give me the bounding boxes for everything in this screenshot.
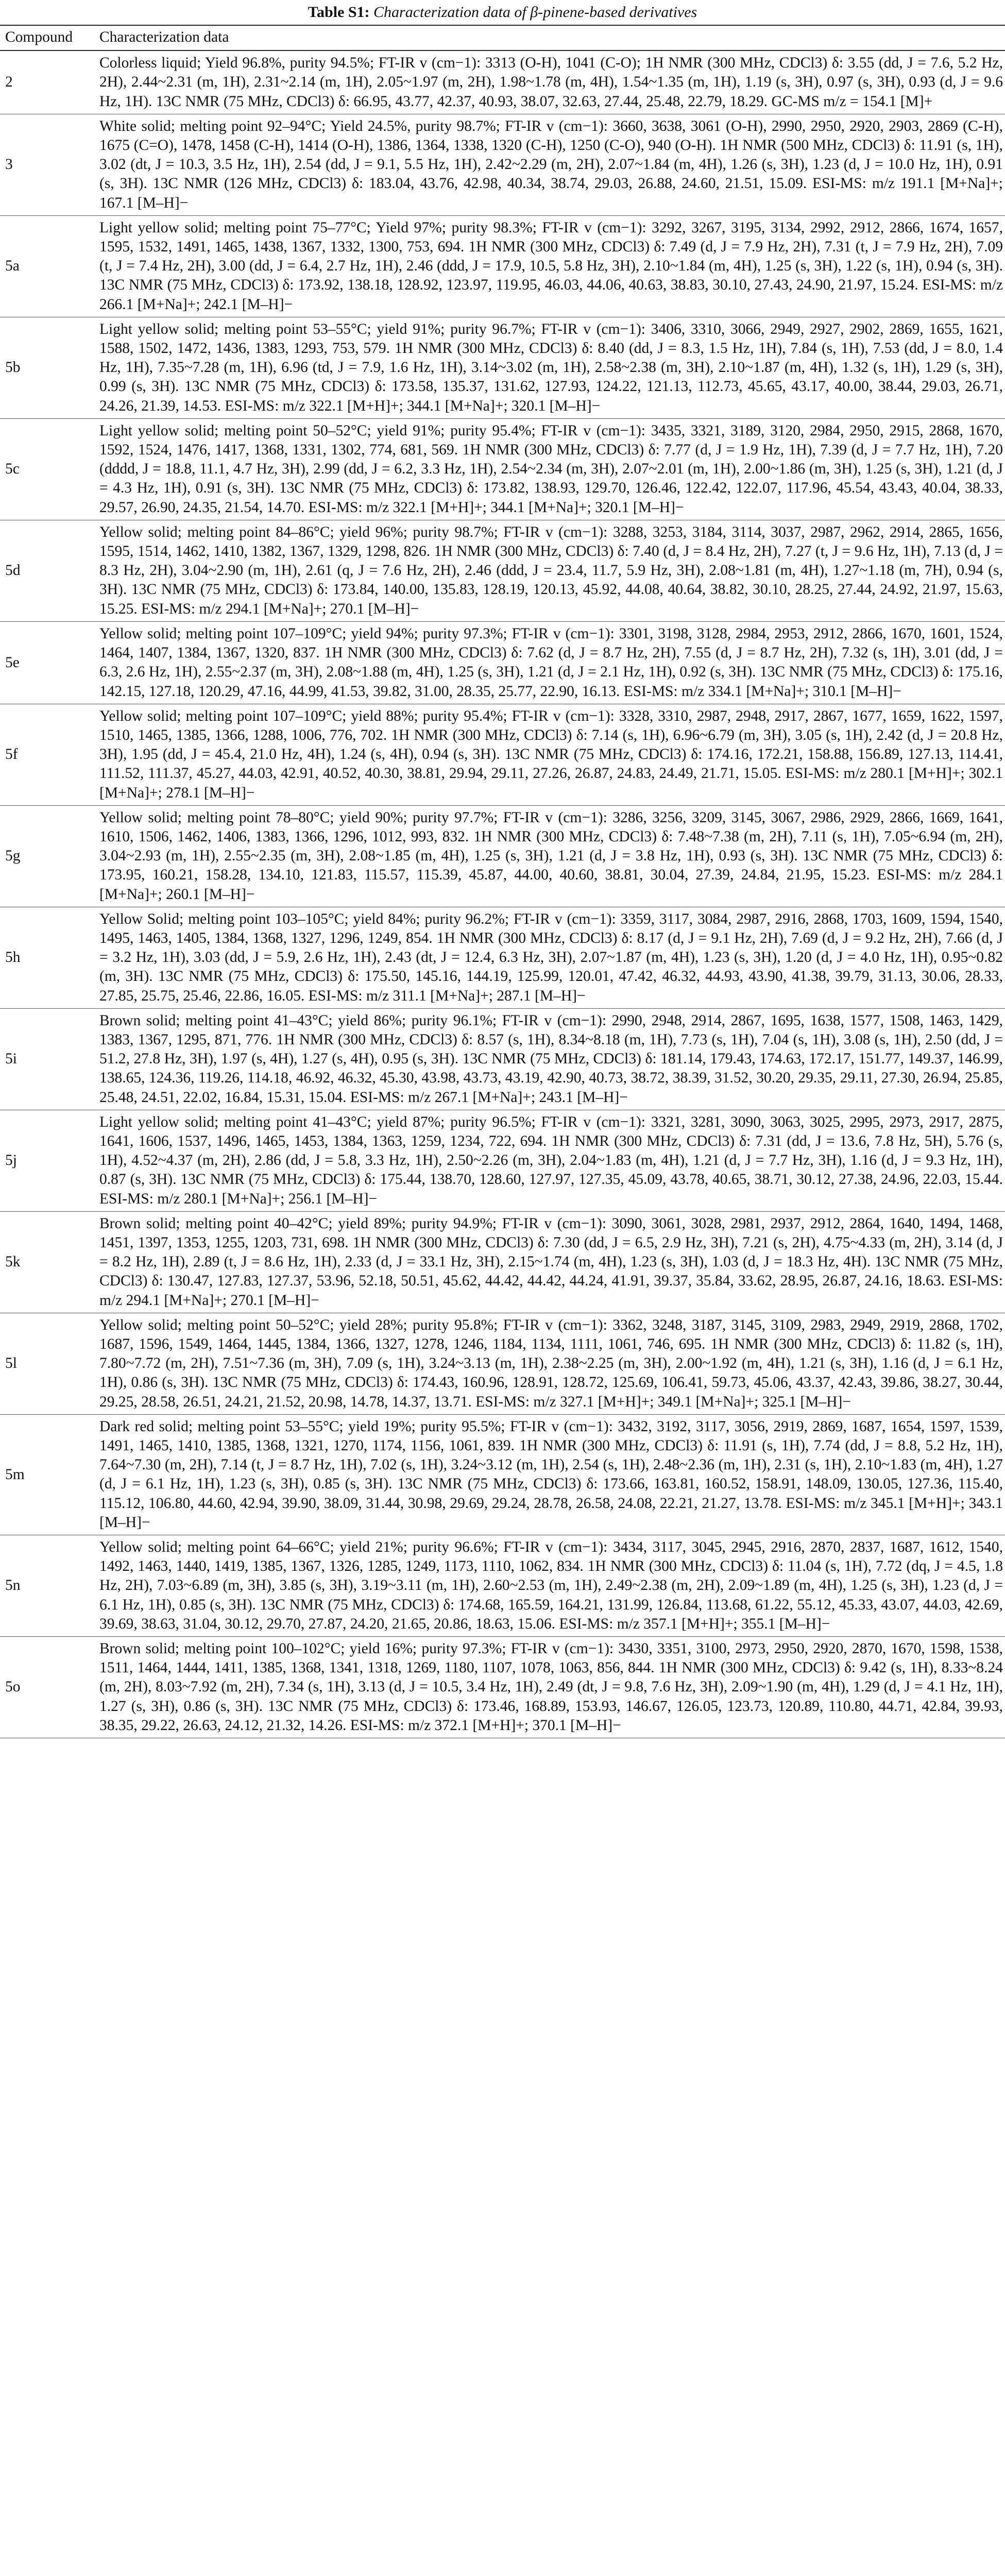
table-row — [0, 520, 1005, 621]
characterization-data: Light yellow solid; melting point 53–55°C; yield 91%; purity 96.7%; FT-IR v (cm−1): 3406, 3310, 3066, 2949, 2927, 2902, 2869, 1655, 1621, 1588, 1502, 1472, 1436, 1383, 1293, 753, 579. 1H NMR (300 MHz, CDCl3) δ: 8.40 (dd, J = 8.3, 1.5 Hz, 1H), 7.84 (s, 1H), 7.53 (dd, J = 8.0, 1.4 Hz, 1H), 7.35~7.28 (m, 1H), 6.96 (td, J = 7.9, 1.6 Hz, 1H), 3.14~3.02 (m, 1H), 2.58~2.38 (m, 3H), 2.10~1.87 (m, 4H), 1.32 (s, 1H), 1.29 (s, 3H), 0.99 (s, 3H). 13C NMR (75 MHz, CDCl3) δ: 173.58, 135.37, 131.62, 127.93, 124.22, 121.13, 112.73, 45.65, 43.17, 40.00, 38.44, 29.03, 26.71, 24.26, 21.39, 14.53. ESI-MS: m/z 322.1 [M+H]+; 344.1 [M+Na]+; 320.1 [M–H]− — [94, 317, 1005, 418]
compound-id: 5k — [0, 1211, 94, 1313]
compound-id: 5e — [0, 621, 94, 704]
table-row — [0, 1110, 1005, 1211]
table-body — [0, 50, 1005, 1738]
table-row — [0, 907, 1005, 1008]
compound-id: 5i — [0, 1008, 94, 1110]
header-compound: Compound — [0, 25, 94, 50]
characterization-data: Yellow solid; melting point 107–109°C; yield 94%; purity 97.3%; FT-IR v (cm−1): 3301, 3198, 3128, 2984, 2953, 2912, 2866, 1670, 1601, 1524, 1464, 1407, 1384, 1367, 1320, 837. 1H NMR (300 MHz, CDCl3) δ: 7.62 (d, J = 8.7 Hz, 2H), 7.55 (d, J = 8.7 Hz, 2H), 7.32 (s, 1H), 3.01 (dd, J = 6.3, 2.6 Hz, 1H), 2.55~2.37 (m, 3H), 2.08~1.88 (m, 4H), 1.25 (s, 3H), 1.21 (d, J = 2.1 Hz, 1H), 0.92 (s, 3H). 13C NMR (75 MHz, CDCl3) δ: 175.16, 142.15, 127.18, 120.29, 47.16, 44.99, 41.53, 39.82, 31.00, 28.35, 25.77, 22.90, 16.13. ESI-MS: m/z 334.1 [M+Na]+; 310.1 [M–H]− — [94, 621, 1005, 704]
compound-id: 5g — [0, 805, 94, 907]
compound-id: 5d — [0, 520, 94, 621]
compound-id: 5b — [0, 317, 94, 418]
table-row — [0, 1637, 1005, 1738]
table-header — [0, 25, 1005, 50]
characterization-data: Brown solid; melting point 100–102°C; yield 16%; purity 97.3%; FT-IR v (cm−1): 3430, 3351, 3100, 2973, 2950, 2920, 2870, 1670, 1598, 1538, 1511, 1464, 1444, 1411, 1385, 1368, 1341, 1318, 1269, 1180, 1107, 1078, 1063, 856, 844. 1H NMR (300 MHz, CDCl3) δ: 9.42 (s, 1H), 8.33~8.24 (m, 2H), 8.03~7.92 (m, 2H), 7.34 (s, 1H), 3.13 (d, J = 10.5, 3.4 Hz, 1H), 2.49 (dt, J = 9.8, 7.6 Hz, 3H), 2.09~1.90 (m, 4H), 1.29 (d, J = 4.1 Hz, 1H), 1.27 (s, 3H), 0.86 (s, 3H). 13C NMR (75 MHz, CDCl3) δ: 173.46, 168.89, 153.93, 146.67, 126.05, 123.73, 120.89, 110.80, 44.71, 42.84, 39.93, 38.35, 29.22, 26.63, 24.12, 21.32, 14.26. ESI-MS: m/z 372.1 [M+H]+; 370.1 [M–H]− — [94, 1637, 1005, 1738]
characterization-data: Light yellow solid; melting point 50–52°C; yield 91%; purity 95.4%; FT-IR v (cm−1): 3435, 3321, 3189, 3120, 2984, 2950, 2915, 2868, 1670, 1592, 1524, 1476, 1417, 1368, 1331, 1302, 774, 681, 569. 1H NMR (300 MHz, CDCl3) δ: 7.77 (d, J = 1.9 Hz, 1H), 7.39 (d, J = 7.7 Hz, 1H), 7.20 (dddd, J = 18.8, 11.1, 4.7 Hz, 3H), 2.99 (dd, J = 6.2, 3.3 Hz, 1H), 2.54~2.34 (m, 3H), 2.07~2.01 (m, 1H), 2.00~1.86 (m, 3H), 1.25 (s, 3H), 1.21 (d, J = 4.3 Hz, 1H), 0.91 (s, 3H). 13C NMR (75 MHz, CDCl3) δ: 173.82, 138.93, 129.70, 126.46, 122.42, 122.07, 117.96, 45.54, 43.43, 40.04, 38.33, 29.57, 26.90, 24.35, 21.54, 14.70. ESI-MS: m/z 322.1 [M+H]+; 344.1 [M+Na]+; 320.1 [M–H]− — [94, 418, 1005, 520]
header-row — [0, 25, 1005, 50]
table-row — [0, 50, 1005, 114]
compound-id: 5h — [0, 907, 94, 1008]
table-row — [0, 1211, 1005, 1313]
compound-id: 5a — [0, 215, 94, 317]
characterization-data: Dark red solid; melting point 53–55°C; yield 19%; purity 95.5%; FT-IR v (cm−1): 3432, 3192, 3117, 3056, 2919, 2869, 1687, 1654, 1597, 1539, 1491, 1465, 1410, 1385, 1368, 1321, 1270, 1174, 1156, 1061, 839. 1H NMR (300 MHz, CDCl3) δ: 11.91 (s, 1H), 7.74 (dd, J = 8.8, 5.2 Hz, 1H), 7.64~7.30 (m, 2H), 7.14 (t, J = 8.7 Hz, 1H), 7.02 (s, 1H), 3.24~3.12 (m, 1H), 2.54 (s, 1H), 2.48~2.36 (m, 1H), 2.31 (s, 1H), 2.10~1.83 (m, 4H), 1.27 (d, J = 6.1 Hz, 1H), 1.23 (s, 3H), 0.85 (s, 3H). 13C NMR (75 MHz, CDCl3) δ: 173.66, 163.81, 160.52, 158.91, 148.09, 130.05, 127.36, 115.40, 115.12, 106.80, 44.60, 42.94, 39.90, 38.09, 31.44, 30.98, 29.69, 29.24, 28.78, 26.58, 24.08, 22.21, 21.27, 13.78. ESI-MS: m/z 345.1 [M+H]+; 343.1 [M–H]− — [94, 1414, 1005, 1535]
table-row — [0, 317, 1005, 418]
characterization-table — [0, 25, 1005, 1738]
compound-id: 5n — [0, 1535, 94, 1637]
characterization-data: White solid; melting point 92–94°C; Yield 24.5%, purity 98.7%; FT-IR v (cm−1): 3660, 3638, 3061 (O-H), 2990, 2950, 2920, 2903, 2869 (C-H), 1675 (C=O), 1478, 1458 (C-H), 1414 (O-H), 1386, 1364, 1338, 1320 (C-H), 1250 (C-O), 940 (O-H). 1H NMR (500 MHz, CDCl3) δ: 11.91 (s, 1H), 3.02 (dt, J = 10.3, 3.5 Hz, 1H), 2.54 (dd, J = 9.1, 5.5 Hz, 1H), 2.42~2.29 (m, 2H), 2.07~1.84 (m, 4H), 1.26 (s, 3H), 1.23 (d, J = 10.0 Hz, 1H), 0.91 (s, 3H). 13C NMR (126 MHz, CDCl3) δ: 183.04, 43.76, 42.98, 40.34, 38.74, 29.03, 26.88, 24.60, 21.51, 15.09. ESI-MS: m/z 191.1 [M+Na]+; 167.1 [M–H]− — [94, 114, 1005, 215]
characterization-data: Yellow solid; melting point 78–80°C; yield 90%; purity 97.7%; FT-IR v (cm−1): 3286, 3256, 3209, 3145, 3067, 2986, 2929, 2866, 1669, 1641, 1610, 1506, 1462, 1406, 1383, 1366, 1296, 1012, 993, 832. 1H NMR (300 MHz, CDCl3) δ: 7.48~7.38 (m, 2H), 7.11 (s, 1H), 7.05~6.94 (m, 2H), 3.04~2.93 (m, 1H), 2.55~2.35 (m, 3H), 2.08~1.85 (m, 4H), 1.25 (s, 3H), 1.21 (d, J = 3.8 Hz, 1H), 0.93 (s, 3H). 13C NMR (75 MHz, CDCl3) δ: 173.95, 160.21, 158.28, 134.10, 121.83, 115.57, 115.39, 45.87, 44.00, 40.60, 38.81, 30.04, 27.39, 24.84, 21.95, 15.23. ESI-MS: m/z 284.1 [M+Na]+; 260.1 [M–H]− — [94, 805, 1005, 907]
table-caption — [0, 0, 1005, 25]
table-row — [0, 805, 1005, 907]
table-row — [0, 418, 1005, 520]
table-row — [0, 704, 1005, 805]
caption-label: Table S1: — [308, 4, 370, 21]
table-row — [0, 1313, 1005, 1414]
table-row — [0, 1414, 1005, 1535]
compound-id: 5o — [0, 1637, 94, 1738]
compound-id: 5j — [0, 1110, 94, 1211]
characterization-data: Yellow solid; melting point 84–86°C; yield 96%; purity 98.7%; FT-IR v (cm−1): 3288, 3253, 3184, 3114, 3037, 2987, 2962, 2914, 2865, 1656, 1595, 1514, 1462, 1410, 1382, 1367, 1329, 1298, 826. 1H NMR (300 MHz, CDCl3) δ: 7.40 (d, J = 8.4 Hz, 2H), 7.27 (t, J = 9.6 Hz, 1H), 7.13 (d, J = 8.3 Hz, 2H), 3.04~2.90 (m, 1H), 2.61 (q, J = 7.6 Hz, 2H), 2.46 (ddd, J = 23.4, 11.7, 5.9 Hz, 3H), 2.08~1.81 (m, 4H), 1.27~1.18 (m, 7H), 0.94 (s, 3H). 13C NMR (75 MHz, CDCl3) δ: 173.84, 140.00, 135.83, 128.19, 120.13, 45.92, 44.08, 40.64, 38.82, 30.10, 28.25, 27.44, 24.92, 21.97, 15.63, 15.25. ESI-MS: m/z 294.1 [M+Na]+; 270.1 [M–H]− — [94, 520, 1005, 621]
compound-id: 5f — [0, 704, 94, 805]
compound-id: 5m — [0, 1414, 94, 1535]
compound-id: 2 — [0, 50, 94, 114]
characterization-data: Brown solid; melting point 41–43°C; yield 86%; purity 96.1%; FT-IR v (cm−1): 2990, 2948, 2914, 2867, 1695, 1638, 1577, 1508, 1463, 1429, 1383, 1367, 1295, 871, 776. 1H NMR (300 MHz, CDCl3) δ: 8.57 (s, 1H), 8.34~8.18 (m, 1H), 7.73 (s, 1H), 7.04 (s, 1H), 3.08 (s, 1H), 2.50 (dd, J = 51.2, 27.8 Hz, 3H), 1.97 (s, 4H), 1.27 (s, 4H), 0.95 (s, 3H). 13C NMR (75 MHz, CDCl3) δ: 181.14, 179.43, 174.63, 172.17, 151.77, 149.37, 146.99, 138.65, 124.36, 119.26, 114.18, 46.92, 46.32, 45.30, 43.98, 43.73, 43.19, 42.90, 40.73, 38.72, 38.39, 31.52, 30.20, 29.35, 29.11, 27.30, 26.94, 25.85, 25.48, 24.51, 22.02, 16.84, 15.31, 15.04. ESI-MS: m/z 267.1 [M+Na]+; 243.1 [M–H]− — [94, 1008, 1005, 1110]
characterization-data: Light yellow solid; melting point 75–77°C; Yield 97%; purity 98.3%; FT-IR v (cm−1): 3292, 3267, 3195, 3134, 2992, 2912, 2866, 1674, 1657, 1595, 1532, 1491, 1465, 1438, 1367, 1332, 1300, 753, 694. 1H NMR (300 MHz, CDCl3) δ: 7.49 (d, J = 7.9 Hz, 2H), 7.31 (t, J = 7.9 Hz, 2H), 7.09 (t, J = 7.4 Hz, 2H), 3.00 (dd, J = 6.4, 2.7 Hz, 1H), 2.46 (ddd, J = 17.9, 10.5, 5.8 Hz, 3H), 2.10~1.84 (m, 4H), 1.25 (s, 3H), 1.22 (s, 1H), 0.94 (s, 3H). 13C NMR (75 MHz, CDCl3) δ: 173.92, 138.18, 128.92, 123.97, 119.95, 46.03, 44.06, 40.63, 38.83, 30.10, 27.43, 24.90, 21.97, 15.24. ESI-MS: m/z 266.1 [M+Na]+; 242.1 [M–H]− — [94, 215, 1005, 317]
compound-id: 5c — [0, 418, 94, 520]
compound-id: 3 — [0, 114, 94, 215]
characterization-data: Colorless liquid; Yield 96.8%, purity 94.5%; FT-IR v (cm−1): 3313 (O-H), 1041 (C-O); 1H NMR (300 MHz, CDCl3) δ: 3.55 (dd, J = 7.6, 5.2 Hz, 2H), 2.44~2.31 (m, 1H), 2.31~2.14 (m, 1H), 2.05~1.97 (m, 2H), 1.98~1.78 (m, 4H), 1.54~1.35 (m, 1H), 1.19 (s, 3H), 0.97 (s, 3H), 0.93 (d, J = 9.6 Hz, 1H). 13C NMR (75 MHz, CDCl3) δ: 66.95, 43.77, 42.37, 40.93, 38.07, 32.63, 27.44, 25.48, 22.79, 18.29. GC-MS m/z = 154.1 [M]+ — [94, 50, 1005, 114]
table-row — [0, 1535, 1005, 1637]
table-row — [0, 215, 1005, 317]
characterization-data: Yellow solid; melting point 64–66°C; yield 21%; purity 96.6%; FT-IR v (cm−1): 3434, 3117, 3045, 2945, 2916, 2870, 2837, 1687, 1612, 1540, 1492, 1463, 1440, 1419, 1385, 1367, 1326, 1285, 1249, 1173, 1110, 1062, 834. 1H NMR (300 MHz, CDCl3) δ: 11.04 (s, 1H), 7.72 (dq, J = 4.5, 1.8 Hz, 2H), 7.03~6.89 (m, 3H), 3.85 (s, 3H), 3.19~3.11 (m, 1H), 2.60~2.53 (m, 1H), 2.49~2.38 (m, 2H), 2.09~1.89 (m, 4H), 1.25 (s, 3H), 1.23 (d, J = 6.1 Hz, 1H), 0.85 (s, 3H). 13C NMR (75 MHz, CDCl3) δ: 174.68, 165.59, 164.21, 131.99, 126.84, 113.68, 61.22, 55.12, 45.33, 43.07, 44.03, 42.69, 39.69, 38.63, 31.04, 30.12, 29.70, 27.87, 24.20, 21.65, 20.86, 18.63, 15.06. ESI-MS: m/z 357.1 [M+H]+; 355.1 [M–H]− — [94, 1535, 1005, 1637]
characterization-data: Light yellow solid; melting point 41–43°C; yield 87%; purity 96.5%; FT-IR v (cm−1): 3321, 3281, 3090, 3063, 3025, 2995, 2973, 2917, 2875, 1641, 1606, 1537, 1496, 1465, 1453, 1384, 1363, 1259, 1234, 722, 694. 1H NMR (300 MHz, CDCl3) δ: 7.31 (dd, J = 13.6, 7.8 Hz, 5H), 5.76 (s, 1H), 4.52~4.37 (m, 2H), 2.86 (dd, J = 5.8, 3.3 Hz, 1H), 2.50~2.26 (m, 3H), 2.04~1.83 (m, 4H), 1.21 (d, J = 7.7 Hz, 3H), 1.16 (d, J = 9.3 Hz, 1H), 0.87 (s, 3H). 13C NMR (75 MHz, CDCl3) δ: 175.44, 138.70, 128.60, 127.97, 127.35, 45.09, 43.78, 40.65, 38.71, 30.12, 27.38, 24.96, 22.03, 15.44. ESI-MS: m/z 280.1 [M+Na]+; 256.1 [M–H]− — [94, 1110, 1005, 1211]
table-row — [0, 621, 1005, 704]
compound-id: 5l — [0, 1313, 94, 1414]
characterization-data: Yellow Solid; melting point 103–105°C; yield 84%; purity 96.2%; FT-IR v (cm−1): 3359, 3117, 3084, 2987, 2916, 2868, 1703, 1609, 1594, 1540, 1495, 1463, 1405, 1384, 1368, 1327, 1296, 1249, 854. 1H NMR (300 MHz, CDCl3) δ: 8.17 (d, J = 9.1 Hz, 2H), 7.69 (d, J = 9.2 Hz, 2H), 7.66 (d, J = 3.2 Hz, 1H), 3.03 (dd, J = 5.9, 2.6 Hz, 1H), 2.43 (dt, J = 12.4, 6.3 Hz, 3H), 2.07~1.87 (m, 4H), 1.23 (s, 3H), 1.20 (d, J = 4.0 Hz, 1H), 0.95~0.82 (m, 3H). 13C NMR (75 MHz, CDCl3) δ: 175.50, 145.16, 144.19, 125.99, 120.01, 47.42, 46.32, 44.93, 43.90, 41.38, 39.79, 31.13, 30.06, 28.33, 27.85, 25.75, 25.46, 22.86, 16.05. ESI-MS: m/z 311.1 [M+Na]+; 287.1 [M–H]− — [94, 907, 1005, 1008]
characterization-data: Yellow solid; melting point 107–109°C; yield 88%; purity 95.4%; FT-IR v (cm−1): 3328, 3310, 2987, 2948, 2917, 2867, 1677, 1659, 1622, 1597, 1510, 1465, 1385, 1366, 1288, 1006, 776, 702. 1H NMR (300 MHz, CDCl3) δ: 7.14 (s, 1H), 6.96~6.79 (m, 3H), 3.05 (s, 1H), 2.42 (d, J = 20.8 Hz, 3H), 1.95 (dd, J = 45.4, 21.0 Hz, 4H), 1.24 (s, 4H), 0.94 (s, 3H). 13C NMR (75 MHz, CDCl3) δ: 174.16, 172.21, 158.88, 156.89, 127.13, 114.41, 111.52, 111.37, 45.27, 44.03, 42.91, 40.52, 40.30, 38.81, 29.94, 29.11, 27.26, 26.87, 24.83, 24.49, 21.71, 15.05. ESI-MS: m/z 280.1 [M+H]+; 302.1 [M+Na]+; 278.1 [M–H]− — [94, 704, 1005, 805]
characterization-data: Brown solid; melting point 40–42°C; yield 89%; purity 94.9%; FT-IR v (cm−1): 3090, 3061, 3028, 2981, 2937, 2912, 2864, 1640, 1494, 1468, 1451, 1397, 1353, 1255, 1203, 731, 698. 1H NMR (300 MHz, CDCl3) δ: 7.30 (dd, J = 6.5, 2.9 Hz, 3H), 7.21 (s, 2H), 4.75~4.33 (m, 2H), 3.14 (d, J = 8.2 Hz, 1H), 2.89 (t, J = 8.6 Hz, 1H), 2.33 (d, J = 33.1 Hz, 3H), 2.15~1.74 (m, 4H), 1.23 (s, 3H), 1.03 (d, J = 18.3 Hz, 4H). 13C NMR (75 MHz, CDCl3) δ: 130.47, 127.83, 127.37, 53.96, 52.18, 50.51, 45.62, 44.42, 44.42, 44.24, 41.91, 39.37, 35.84, 33.62, 28.95, 26.87, 24.16, 18.63. ESI-MS: m/z 294.1 [M+Na]+; 270.1 [M–H]− — [94, 1211, 1005, 1313]
caption-text: Characterization data of β-pinene-based derivatives — [373, 4, 697, 21]
header-characterization-data: Characterization data — [94, 25, 1005, 50]
table-row — [0, 1008, 1005, 1110]
table-row — [0, 114, 1005, 215]
characterization-data: Yellow solid; melting point 50–52°C; yield 28%; purity 95.8%; FT-IR v (cm−1): 3362, 3248, 3187, 3145, 3109, 2983, 2949, 2919, 2868, 1702, 1687, 1596, 1549, 1464, 1445, 1384, 1366, 1327, 1278, 1246, 1184, 1134, 1111, 1061, 746, 695. 1H NMR (300 MHz, CDCl3) δ: 11.82 (s, 1H), 7.80~7.72 (m, 2H), 7.51~7.36 (m, 3H), 7.09 (s, 1H), 3.24~3.13 (m, 1H), 2.38~2.25 (m, 3H), 2.00~1.92 (m, 4H), 1.21 (s, 3H), 1.16 (d, J = 6.1 Hz, 1H), 0.86 (s, 3H). 13C NMR (75 MHz, CDCl3) δ: 174.43, 160.96, 128.91, 128.72, 125.69, 106.41, 59.73, 45.06, 43.37, 42.43, 39.86, 38.27, 30.44, 29.25, 28.58, 26.51, 24.21, 21.52, 20.98, 14.78, 14.37, 13.71. ESI-MS: m/z 327.1 [M+H]+; 349.1 [M+Na]+; 325.1 [M–H]− — [94, 1313, 1005, 1414]
